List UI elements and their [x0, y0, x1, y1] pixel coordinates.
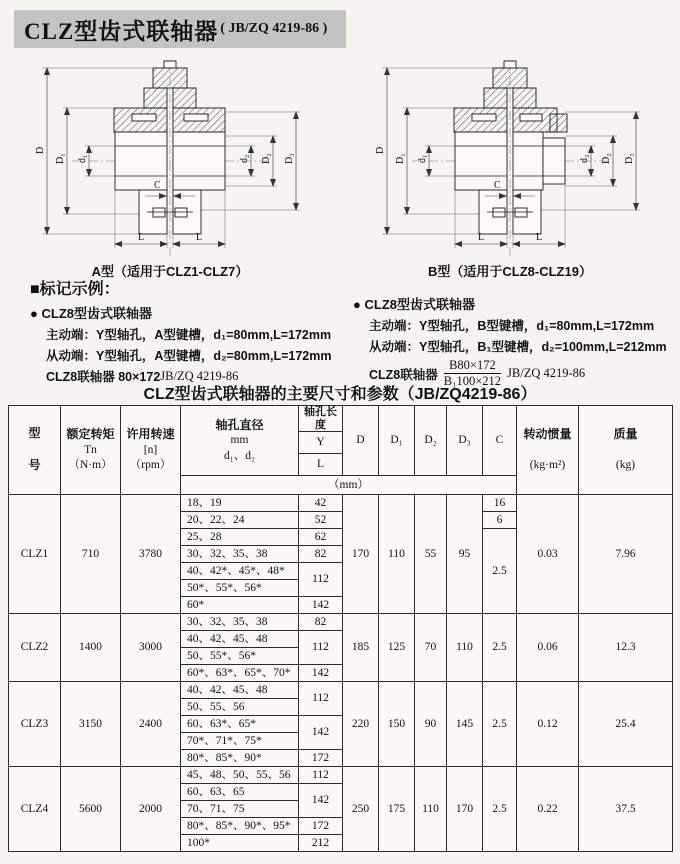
marking-example-a	[0, 276, 345, 392]
bullet-icon: ●	[353, 297, 361, 312]
bores-cell: 45、48、50、55、56	[181, 767, 299, 784]
mass-cell: 25.4	[579, 682, 673, 767]
bores-cell: 25、28	[181, 529, 299, 546]
col-header-D2: D₂	[415, 406, 447, 476]
D1-cell: 110	[379, 495, 415, 614]
marking-a-line1: 主动端：Y型轴孔，A型键槽，d₁=80mm,L=172mm	[46, 328, 332, 342]
dim-label-d2: d₂	[579, 154, 590, 163]
page-title-bar	[14, 10, 346, 48]
technical-drawing-a	[20, 56, 320, 260]
col-header-bore: 轴孔直径 mm d₁、d₂	[181, 406, 299, 476]
col-header-model: 型 号	[9, 406, 61, 495]
length-cell: 142	[299, 784, 343, 818]
D-cell: 250	[343, 767, 379, 852]
col-header-length: 轴孔长度	[299, 406, 343, 432]
C-cell: 16	[483, 495, 517, 512]
dim-label-D: D	[375, 146, 386, 154]
marking-b-designation: CLZ8联轴器 $\frac{B80\times 172}{\text{B₁100×212}}$ JB/ZQ 4219-86	[369, 358, 586, 388]
figure-a-caption: A型（适用于CLZ1-CLZ7）	[91, 264, 249, 279]
unit-row-mm: （mm）	[181, 476, 517, 495]
bores-cell: 100*	[181, 835, 299, 852]
length-cell: 42	[299, 495, 343, 512]
dim-label-d2: d₂	[239, 154, 250, 163]
bores-cell: 30、32、35、38	[181, 546, 299, 563]
marking-a-title: ● CLZ8型齿式联轴器	[30, 306, 152, 321]
bores-cell: 18、19	[181, 495, 299, 512]
dim-label-D2: D₂	[601, 153, 612, 164]
col-header-speed: 许用转速 [n] （rpm）	[121, 406, 181, 495]
torque-cell: 710	[61, 495, 121, 614]
length-cell: 82	[299, 546, 343, 563]
inertia-cell: 0.06	[517, 614, 579, 682]
dim-label-D1: D₁	[395, 153, 406, 164]
D2-cell: 90	[415, 682, 447, 767]
length-cell: 82	[299, 614, 343, 631]
dim-label-L-left: L	[478, 232, 485, 243]
bores-cell: 40、42、45、48	[181, 682, 299, 699]
C-cell: 2.5	[483, 767, 517, 852]
bores-cell: 80*、85*、90*、95*	[181, 818, 299, 835]
table-title: CLZ型齿式联轴器的主要尺寸和参数（JB/ZQ4219-86）	[143, 386, 537, 403]
bores-cell: 70、71、75	[181, 801, 299, 818]
D-cell: 185	[343, 614, 379, 682]
mass-cell: 7.96	[579, 495, 673, 614]
C-cell: 6	[483, 512, 517, 529]
table-row	[9, 767, 673, 784]
bores-cell: 40、42、45、48	[181, 631, 299, 648]
marking-example-b	[345, 276, 680, 392]
D3-cell: 145	[447, 682, 483, 767]
inertia-cell: 0.12	[517, 682, 579, 767]
col-header-torque: 额定转矩 Tn （N·m）	[61, 406, 121, 495]
inertia-cell: 0.22	[517, 767, 579, 852]
length-cell: 142	[299, 597, 343, 614]
table-row	[9, 495, 673, 512]
marking-b-line2: 从动端：Y型轴孔，B₁型键槽，d₂=100mm,L=212mm	[369, 340, 667, 354]
dim-label-d1: d₁	[417, 154, 428, 163]
D3-cell: 95	[447, 495, 483, 614]
bores-cell: 80*、85*、90*	[181, 750, 299, 767]
figure-a	[0, 56, 340, 280]
marking-b-line1: 主动端：Y型轴孔，B型键槽，d₁=80mm,L=172mm	[369, 319, 655, 333]
torque-cell: 1400	[61, 614, 121, 682]
C-cell: 2.5	[483, 529, 517, 614]
col-header-length-y: Y	[299, 432, 343, 454]
C-cell: 2.5	[483, 682, 517, 767]
D3-cell: 110	[447, 614, 483, 682]
bores-cell: 60*	[181, 597, 299, 614]
designation-fraction: $\frac{B80\times 172}{\text{B₁100×212}}$	[443, 358, 502, 388]
bores-cell: 20、22、24	[181, 512, 299, 529]
dim-label-d1: d₁	[77, 154, 88, 163]
dim-label-D1: D₁	[55, 153, 66, 164]
length-cell: 52	[299, 512, 343, 529]
marking-a-line2: 从动端：Y型轴孔，A型键槽，d₂=80mm,L=172mm	[46, 349, 332, 363]
speed-cell: 3780	[121, 495, 181, 614]
C-cell: 2.5	[483, 614, 517, 682]
speed-cell: 2000	[121, 767, 181, 852]
bores-cell: 60*、63*、65*、70*	[181, 665, 299, 682]
model-cell: CLZ2	[9, 614, 61, 682]
length-cell: 62	[299, 529, 343, 546]
drawings-row	[0, 56, 680, 280]
figure-b-caption: B型（适用于CLZ8-CLZ19）	[428, 264, 592, 279]
length-cell: 172	[299, 818, 343, 835]
bores-cell: 30、32、35、38	[181, 614, 299, 631]
dim-label-D: D	[35, 146, 46, 154]
D3-cell: 170	[447, 767, 483, 852]
length-cell: 112	[299, 563, 343, 597]
marking-b-title: ● CLZ8型齿式联轴器	[353, 297, 475, 312]
D-cell: 220	[343, 682, 379, 767]
model-cell: CLZ1	[9, 495, 61, 614]
marking-a-designation: CLZ8联轴器 80×172 JB/ZQ 4219-86	[46, 368, 239, 384]
dim-label-C: C	[494, 180, 501, 191]
dim-label-D3: D₃	[624, 153, 635, 164]
D2-cell: 70	[415, 614, 447, 682]
length-cell: 112	[299, 631, 343, 665]
col-header-D1: D₁	[379, 406, 415, 476]
col-header-length-l: L	[299, 454, 343, 476]
bores-cell: 50、55*、56*	[181, 648, 299, 665]
torque-cell: 3150	[61, 682, 121, 767]
dim-label-D3: D₃	[284, 153, 295, 164]
D1-cell: 150	[379, 682, 415, 767]
length-cell: 212	[299, 835, 343, 852]
bullet-icon: ●	[30, 306, 38, 321]
dim-label-L-right: L	[196, 232, 203, 243]
model-cell: CLZ4	[9, 767, 61, 852]
bores-cell: 60、63、65	[181, 784, 299, 801]
speed-cell: 3000	[121, 614, 181, 682]
length-cell: 112	[299, 767, 343, 784]
col-header-inertia: 转动惯量 (kg·m²)	[517, 406, 579, 495]
D1-cell: 175	[379, 767, 415, 852]
D2-cell: 110	[415, 767, 447, 852]
D1-cell: 125	[379, 614, 415, 682]
speed-cell: 2400	[121, 682, 181, 767]
model-cell: CLZ3	[9, 682, 61, 767]
page-title: CLZ型齿式联轴器	[24, 18, 219, 44]
length-cell: 112	[299, 682, 343, 716]
col-header-D: D	[343, 406, 379, 476]
mass-cell: 37.5	[579, 767, 673, 852]
spec-table	[8, 405, 673, 852]
figure-b	[340, 56, 680, 280]
col-header-C: C	[483, 406, 517, 476]
dim-label-D2: D₂	[261, 153, 272, 164]
D-cell: 170	[343, 495, 379, 614]
bores-cell: 40、42*、45*、48*	[181, 563, 299, 580]
table-row	[9, 614, 673, 631]
bores-cell: 50*、55*、56*	[181, 580, 299, 597]
page-title-standard: ( JB/ZQ 4219-86 )	[220, 21, 328, 36]
torque-cell: 5600	[61, 767, 121, 852]
inertia-cell: 0.03	[517, 495, 579, 614]
technical-drawing-b	[360, 56, 660, 260]
col-header-D3: D₃	[447, 406, 483, 476]
bores-cell: 70*、71*、75*	[181, 733, 299, 750]
length-cell: 142	[299, 665, 343, 682]
dim-label-L-left: L	[138, 232, 145, 243]
length-cell: 172	[299, 750, 343, 767]
dim-label-C: C	[154, 180, 161, 191]
D2-cell: 55	[415, 495, 447, 614]
marking-heading: ■标记示例：	[30, 281, 120, 298]
dim-label-L-right: L	[536, 232, 543, 243]
table-row	[9, 682, 673, 699]
mass-cell: 12.3	[579, 614, 673, 682]
length-cell: 142	[299, 716, 343, 750]
col-header-mass: 质量 (kg)	[579, 406, 673, 495]
marking-examples	[0, 276, 680, 392]
bores-cell: 50、55、56	[181, 699, 299, 716]
bores-cell: 60、63*、65*	[181, 716, 299, 733]
